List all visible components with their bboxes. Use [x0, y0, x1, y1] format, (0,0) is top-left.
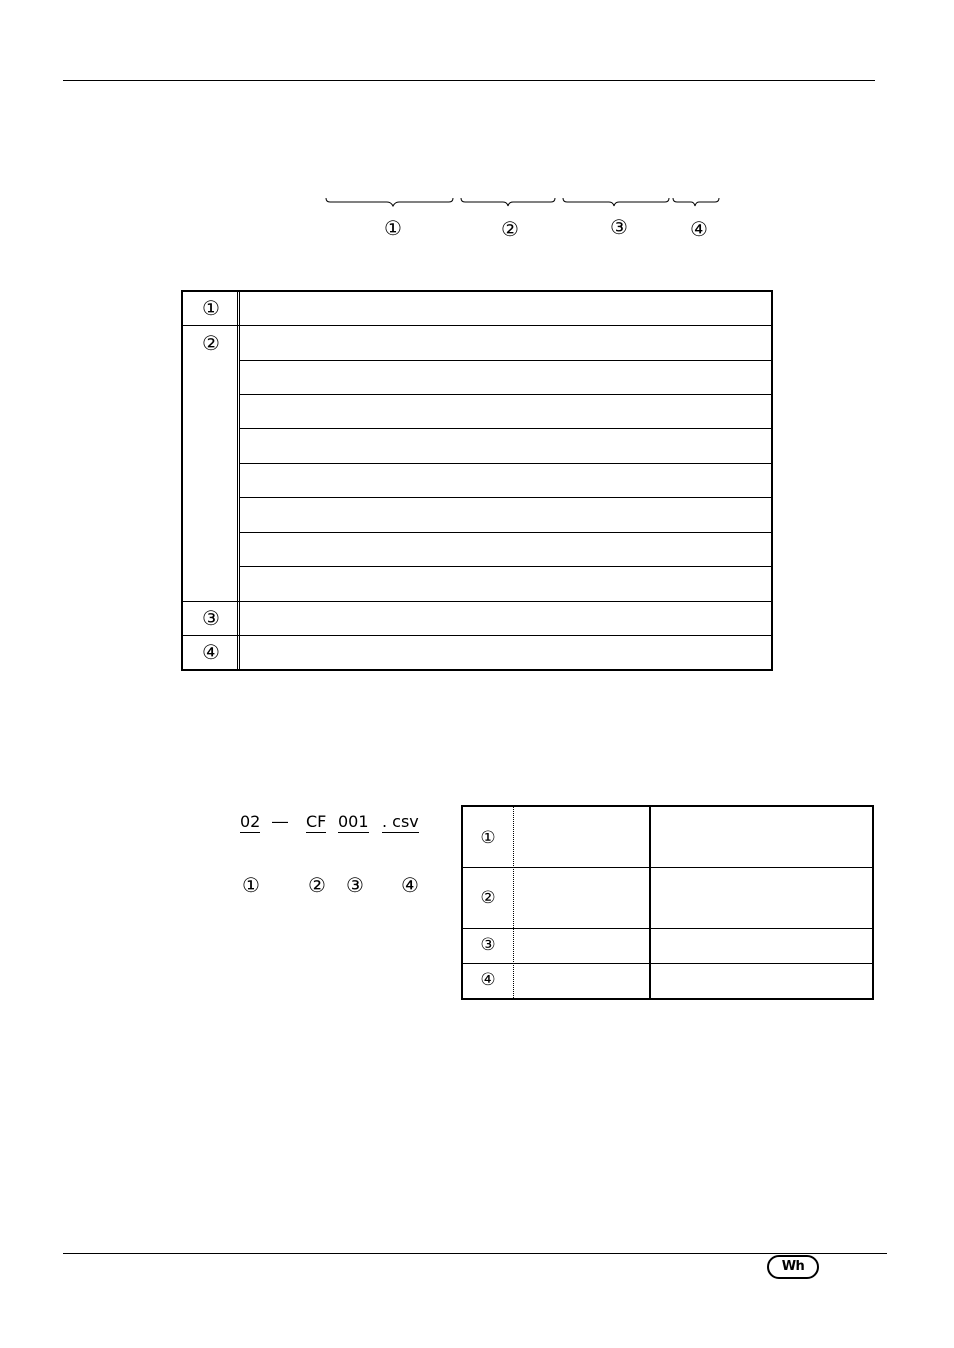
filename-braces	[0, 0, 954, 260]
example-part-2: CF	[306, 812, 327, 831]
brace-marker-2: ②	[501, 217, 519, 241]
table-row-number: ②	[202, 331, 220, 355]
table-row-divider	[183, 635, 771, 636]
example-marker-3: ③	[346, 873, 364, 897]
table-row-number: ①	[480, 828, 496, 848]
brace-marker-3: ③	[610, 215, 628, 239]
table-dotted-divider	[513, 807, 514, 998]
table-row-number: ①	[202, 296, 220, 320]
table-subrow-divider	[240, 394, 771, 395]
table-row-number: ③	[202, 606, 220, 630]
table-column-divider	[649, 807, 651, 998]
example-marker-1: ①	[242, 873, 260, 897]
table-row-number: ②	[480, 888, 496, 908]
example-marker-4: ④	[401, 873, 419, 897]
table-subrow-divider	[240, 497, 771, 498]
brace-marker-4: ④	[690, 217, 708, 241]
example-marker-2: ②	[308, 873, 326, 897]
table-row-divider	[183, 601, 771, 602]
table-subrow-divider	[240, 463, 771, 464]
table-subrow-divider	[240, 566, 771, 567]
table-subrow-divider	[240, 428, 771, 429]
table-row-divider	[463, 928, 872, 929]
table-row-number: ④	[202, 640, 220, 664]
example-parts-table	[461, 805, 874, 1000]
table-subrow-divider	[240, 360, 771, 361]
brand-logo: Wh	[767, 1255, 819, 1279]
table-row-divider	[463, 867, 872, 868]
example-dash: ―	[272, 812, 288, 831]
table-row-number: ④	[480, 970, 496, 990]
table-row-divider	[183, 325, 771, 326]
example-part-1: 02	[240, 812, 261, 831]
example-part-4: . csv	[382, 812, 419, 831]
filename-parts-table	[181, 290, 773, 671]
table-row-number: ③	[480, 935, 496, 955]
footer-rule	[63, 1253, 887, 1254]
example-part-3: 001	[338, 812, 369, 831]
table-subrow-divider	[240, 532, 771, 533]
table-row-divider	[463, 963, 872, 964]
brace-marker-1: ①	[384, 216, 402, 240]
